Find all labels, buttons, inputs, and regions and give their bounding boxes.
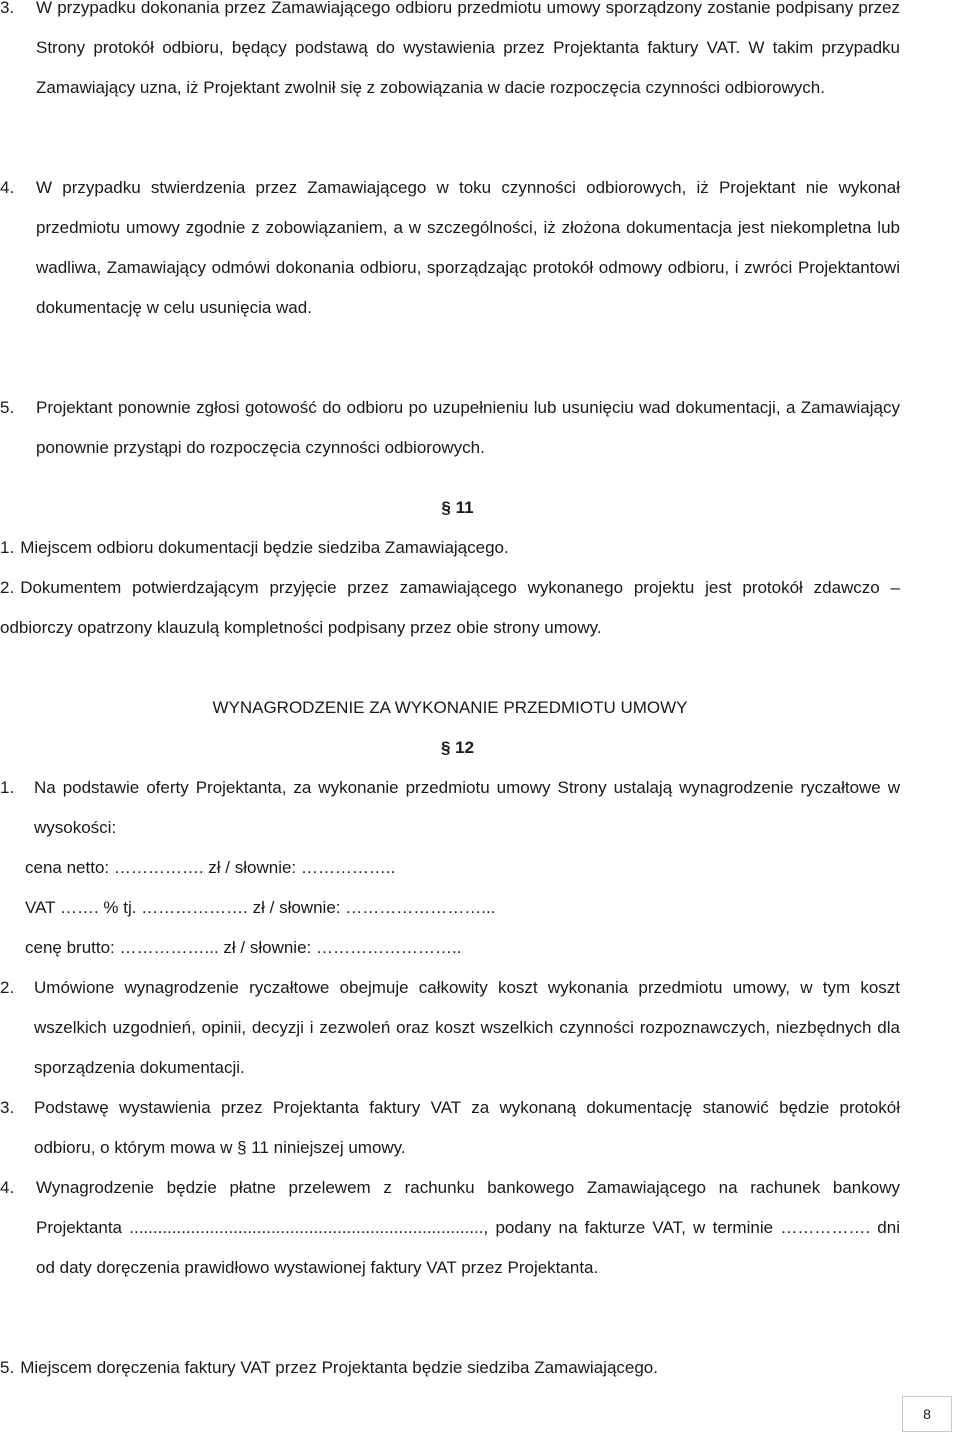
- list-item: [0, 168, 900, 328]
- item-text: Na podstawie oferty Projektanta, za wykonanie przedmiotu umowy Strony ustalają wynagrodzenie ryczałtowe w wysokości:: [34, 778, 900, 837]
- list-item: [0, 968, 900, 1088]
- list-item: [0, 388, 900, 468]
- item-number: 3.: [0, 0, 15, 17]
- item-number: 2.: [0, 578, 15, 597]
- section-heading: § 11: [441, 498, 474, 517]
- list-item: [0, 1088, 900, 1168]
- vat-line: VAT ……. % tj. ………………. zł / słownie: ……………………...: [25, 898, 496, 917]
- item-text: Projektant ponownie zgłosi gotowość do odbioru po uzupełnieniu lub usunięciu wad dokumentacji, a Zamawiający ponownie przystąpi do rozpoczęcia czynności odbiorowych.: [36, 398, 900, 457]
- item-number: 1.: [0, 778, 15, 797]
- list-item: [0, 768, 900, 848]
- item-text: Podstawę wystawienia przez Projektanta faktury VAT za wykonaną dokumentację stanowić będzie protokół odbioru, o którym mowa w § 11 niniejszej umowy.: [34, 1098, 900, 1157]
- list-item: [0, 1168, 900, 1288]
- item-text: Miejscem doręczenia faktury VAT przez Projektanta będzie siedziba Zamawiającego.: [20, 1358, 658, 1377]
- page-number: 8: [902, 1396, 952, 1432]
- item-text: Miejscem odbioru dokumentacji będzie siedziba Zamawiającego.: [20, 538, 509, 557]
- item-text: Umówione wynagrodzenie ryczałtowe obejmuje całkowity koszt wykonania przedmiotu umowy, w tym koszt wszelkich uzgodnień, opinii, decyzji i zezwoleń oraz koszt wszelkich czynności rozpoznawczych, niezbędnych dla sporządzenia dokumentacji.: [34, 978, 900, 1077]
- list-item: [0, 1348, 900, 1388]
- item-text: W przypadku dokonania przez Zamawiającego odbioru przedmiotu umowy sporządzony zostanie podpisany przez Strony protokół odbioru, będący podstawą do wystawienia przez Projektanta faktury VAT. W takim przypadku Zamawiający uzna, iż Projektant zwolnił się z zobowiązania w dacie rozpoczęcia czynności odbiorowych.: [36, 0, 900, 97]
- item-number: 5.: [0, 398, 15, 417]
- item-number: 2.: [0, 978, 15, 997]
- item-text: W przypadku stwierdzenia przez Zamawiającego w toku czynności odbiorowych, iż Projektant nie wykonał przedmiotu umowy zgodnie z zobowiązaniem, a w szczególności, iż złożona dokumentacja jest niekompletna lub wadliwa, Zamawiający odmówi dokonania odbioru, sporządzając protokół odmowy odbioru, i zwróci Projektantowi dokumentację w celu usunięcia wad.: [36, 178, 900, 317]
- section-title: WYNAGRODZENIE ZA WYKONANIE PRZEDMIOTU UMOWY: [212, 698, 688, 717]
- list-item: [0, 0, 900, 108]
- list-item: [0, 528, 900, 568]
- item-number: 3.: [0, 1098, 15, 1117]
- section-heading: § 12: [440, 738, 475, 757]
- item-number: 4.: [0, 1178, 15, 1197]
- net-price-line: cena netto: ……………. zł / słownie: ……………..: [25, 858, 396, 877]
- list-item: [0, 568, 900, 648]
- gross-price-line: cenę brutto: ……………... zł / słownie: ……………………..: [25, 938, 462, 957]
- item-number: 5.: [0, 1358, 15, 1377]
- item-number: 4.: [0, 178, 15, 197]
- item-number: 1.: [0, 538, 15, 557]
- item-text: Dokumentem potwierdzającym przyjęcie przez zamawiającego wykonanego projektu jest protokół zdawczo – odbiorczy opatrzony klauzulą kompletności podpisany przez obie strony umowy.: [0, 578, 900, 637]
- item-text: Wynagrodzenie będzie płatne przelewem z rachunku bankowego Zamawiającego na rachunek bankowy Projektanta ..........................................................................., podany na fakturze VAT, w terminie ……………. dni od daty doręczenia prawidłowo wystawionej faktury VAT przez Projektanta.: [36, 1178, 900, 1277]
